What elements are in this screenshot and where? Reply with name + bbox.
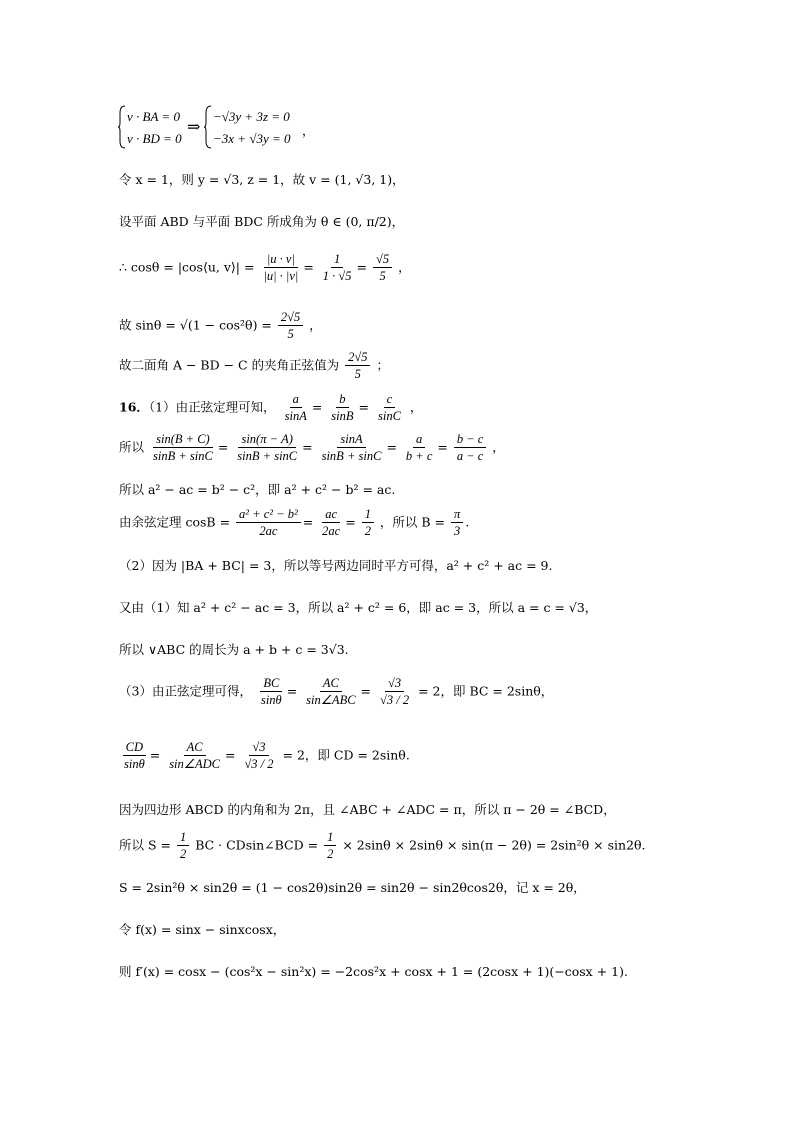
- text-line-11: （2）因为 |BA + BC| = 3，所以等号两边同时平方可得，a² + c² + ac = 9.: [119, 558, 553, 573]
- text-line-6: 故二面角 A − BD − C 的夹角正弦值为 $\frac{2√5}{5}$ ；: [119, 350, 389, 382]
- fraction: $\frac{c}{\sin C}$: [377, 392, 401, 424]
- implies-arrow: ⇒: [187, 117, 201, 136]
- text-line-16: 因为四边形 ABCD 的内角和为 2π，且 ∠ABC + ∠ADC = π，所以 π − 2θ = ∠BCD，: [119, 802, 616, 817]
- text-line-10: 由余弦定理 cosB = $\frac{\text{a² + c² − b²}}{2ac}$ = $\frac{ac}{2ac}$ = $\frac{1}{2}$ ，所以 B = $\frac{\pi}{3}$ .: [119, 507, 470, 539]
- fraction: $\frac{\sin A}{\sin B + \sin C}$: [321, 432, 382, 464]
- fraction: $\frac{AC}{\text{sin∠ABC}}$: [306, 676, 356, 708]
- text-line-15: $\frac{CD}{\sin\theta}$ = $\frac{AC}{\text{sin∠ADC}}$ = $\frac{√3}{√3 / 2}$ = 2，即 CD = 2sinθ.: [119, 740, 410, 772]
- problem-16-line: 16．（1）由正弦定理可知， $\frac{a}{\sin A}$ = $\frac{b}{\sin B}$ = $\frac{c}{\sin C}$ ，: [119, 392, 423, 424]
- fraction: $\frac{\text{a² + c² − b²}}{2ac}$: [236, 507, 301, 539]
- fraction: $\frac{\sin(B + C)}{\sin B + \sin C}$: [153, 432, 213, 464]
- text-line-20: 则 f′(x) = cosx − (cos²x − sin²x) = −2cos²x + cosx + 1 = (2cosx + 1)(−cosx + 1).: [119, 964, 628, 979]
- fraction: $\frac{√5}{5}$: [373, 252, 392, 284]
- fraction: $\frac{AC}{\text{sin∠ADC}}$: [169, 740, 220, 772]
- fraction: $\frac{\pi}{3}$: [451, 507, 463, 539]
- system-right-row1: −√3y + 3z = 0: [213, 109, 290, 124]
- text-line-13: 所以 ∨ABC 的周长为 a + b + c = 3√3.: [119, 642, 349, 657]
- fraction: $\frac{2√5}{5}$: [345, 350, 370, 382]
- fraction: $\frac{BC}{\sin\theta}$: [260, 676, 282, 708]
- text-line-12: 又由（1）知 a² + c² − ac = 3，所以 a² + c² = 6，即 ac = 3，所以 a = c = √3，: [119, 600, 598, 615]
- text-line-5: 故 sinθ = √(1 − cos²θ) = $\frac{2√5}{5}$ ，: [119, 310, 322, 342]
- fraction: $\frac{1}{2}$: [177, 830, 189, 862]
- system-left-row2: v · BD = 0: [127, 131, 182, 146]
- text-line-9: 所以 a² − ac = b² − c²，即 a² + c² − b² = ac.: [119, 482, 396, 497]
- right-brace-icon: [204, 105, 212, 149]
- text-line-14: （3）由正弦定理可得， $\frac{BC}{\sin\theta}$ = $\frac{AC}{\text{sin∠ABC}}$ = $\frac{√3}{√3 / 2}$ = 2，即 BC = 2sinθ，: [119, 676, 554, 708]
- text-line-8: 所以 $\frac{\sin(B + C)}{\sin B + \sin C}$ = $\frac{\sin(\pi - A)}{\sin B + \sin C}$ = $\frac{\sin A}{\sin B + \sin C}$ = $\frac{a}{b + c}$ = $\frac{b - c}{a - c}$ ，: [119, 432, 505, 464]
- fraction: $\frac{b}{\sin B}$: [331, 392, 354, 424]
- fraction: $\frac{1}{2}$: [362, 507, 374, 539]
- text-line-18: S = 2sin²θ × sin2θ = (1 − cos2θ)sin2θ = sin2θ − sin2θcos2θ，记 x = 2θ，: [119, 880, 586, 895]
- equation-system: [118, 103, 318, 151]
- fraction: $\frac{a}{b + c}$: [405, 432, 433, 464]
- fraction: $\frac{b - c}{a - c}$: [454, 432, 486, 464]
- fraction: $\frac{√3}{√3 / 2}$: [380, 676, 410, 708]
- system-left-row1: v · BA = 0: [127, 109, 180, 124]
- left-brace-icon: [118, 105, 126, 149]
- text-line-3: 设平面 ABD 与平面 BDC 所成角为 θ ∈ (0, π/2)，: [119, 214, 405, 229]
- fraction: $\frac{√3}{√3 / 2}$: [244, 740, 274, 772]
- fraction: $\frac{\sin(\pi - A)}{\sin B + \sin C}$: [237, 432, 298, 464]
- text-line-19: 令 f(x) = sinx − sinxcosx，: [119, 922, 286, 937]
- text-line-4: ∴ cosθ = |cos⟨u, v⟩| = $\frac{|u \cdot v|}{|u| \cdot |v|}$ = $\frac{1}{1 \cdot √5}$ = $\frac{√5}{5}$ ，: [119, 252, 411, 284]
- system-comma: ，: [302, 123, 315, 138]
- problem-number: 16．: [119, 399, 149, 415]
- fraction: $\frac{ac}{2ac}$: [322, 507, 341, 539]
- text-line-2: 令 x = 1，则 y = √3, z = 1，故 v = (1, √3, 1)，: [119, 172, 405, 187]
- text-line-17: 所以 S = $\frac{1}{2}$ BC · CDsin∠BCD = $\frac{1}{2}$ × 2sinθ × 2sinθ × sin(π − 2θ) = 2sin²θ × sin2θ.: [119, 830, 646, 862]
- fraction: $\frac{a}{\sin A}$: [284, 392, 307, 424]
- fraction: $\frac{1}{2}$: [324, 830, 336, 862]
- fraction: $\frac{1}{1 \cdot √5}$: [322, 252, 352, 284]
- fraction: $\frac{2√5}{5}$: [278, 310, 303, 342]
- fraction: $\frac{CD}{\sin\theta}$: [124, 740, 145, 772]
- system-right-row2: −3x + √3y = 0: [213, 131, 291, 146]
- fraction: $\frac{|u \cdot v|}{|u| \cdot |v|}$: [263, 252, 299, 284]
